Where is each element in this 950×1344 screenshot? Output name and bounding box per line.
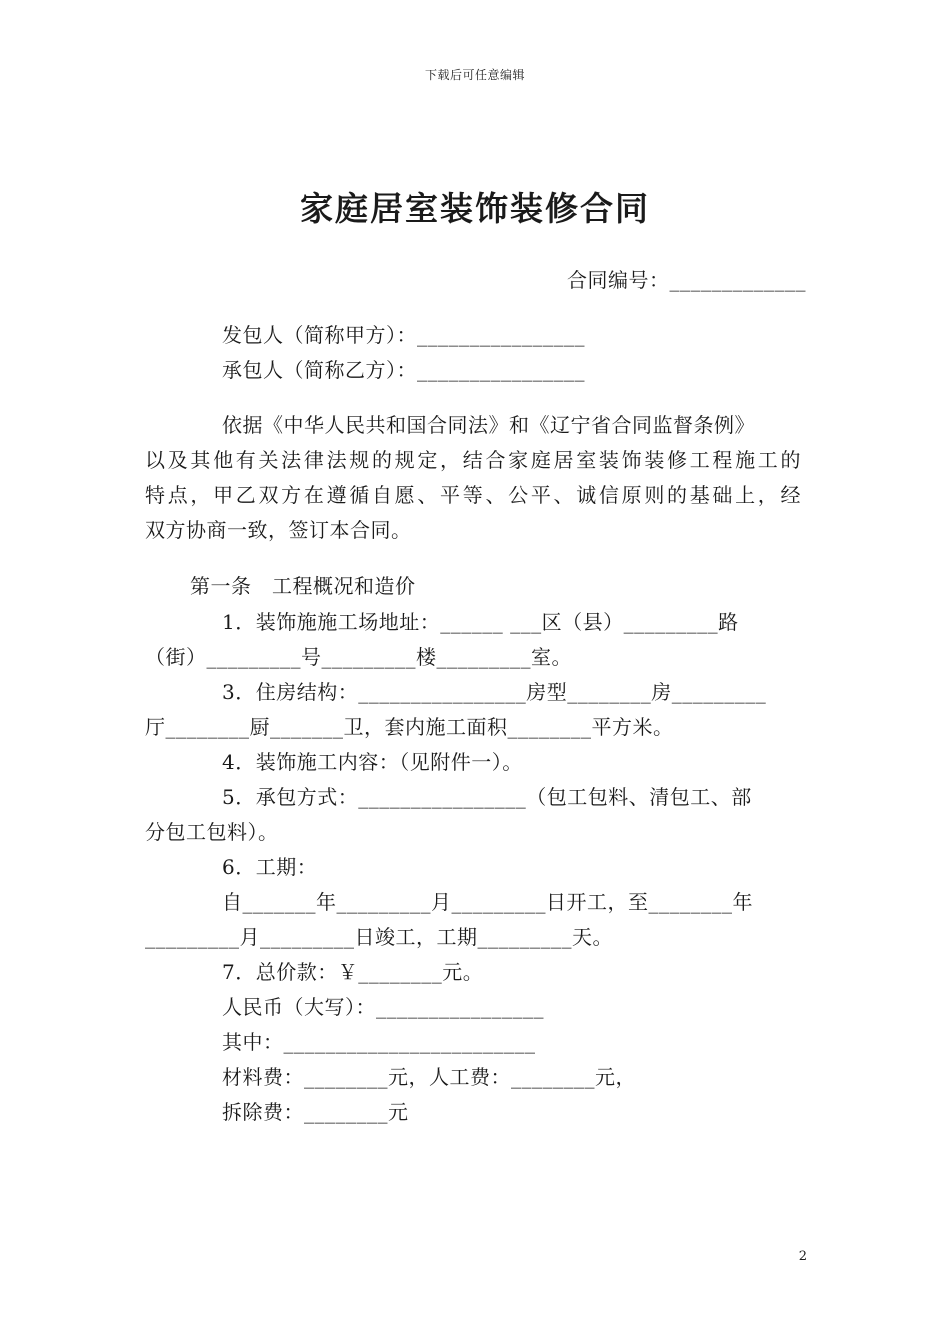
clause-5-line-2: 分包工包料）。 <box>145 820 279 844</box>
clause-4: 4．装饰施工内容：（见附件一）。 <box>222 750 523 774</box>
article-1-title: 第一条 工程概况和造价 <box>190 574 416 598</box>
clause-5-line-1: 5．承包方式：________________（包工包料、清包工、部 <box>222 785 752 809</box>
page-number: 2 <box>798 1249 807 1264</box>
party-a-line: 发包人（简称甲方）：________________ <box>222 323 585 347</box>
clause-1-line-2: （街）_________号_________楼_________室。 <box>145 645 572 669</box>
clause-6-line-2: _________月_________日竣工，工期_________天。 <box>145 925 613 949</box>
clause-7-demolition: 拆除费：________元 <box>222 1100 409 1124</box>
clause-7-rmb: 人民币（大写）：________________ <box>222 995 544 1019</box>
page-header: 下载后可任意编辑 <box>424 68 525 82</box>
party-b-line: 承包人（简称乙方）：________________ <box>222 358 585 382</box>
clause-7-material-labor: 材料费：________元，人工费：________元， <box>222 1065 636 1089</box>
preamble-line-4: 双方协商一致，签订本合同。 <box>145 518 412 542</box>
preamble-line-1: 依据《中华人民共和国合同法》和《辽宁省合同监督条例》 <box>222 413 755 437</box>
preamble-line-3: 特点，甲乙双方在遵循自愿、平等、公平、诚信原则的基础上，经 <box>145 483 801 507</box>
clause-3-line-1: 3．住房结构：________________房型________房_________ <box>222 680 767 704</box>
clause-3-line-2: 厅________厨_______卫，套内施工面积________平方米。 <box>145 715 674 739</box>
clause-6-line-1: 自_______年_________月_________日开工，至________年 <box>222 890 753 914</box>
clause-7-of-which: 其中：________________________ <box>222 1030 536 1054</box>
clause-1-line-1: 1．装饰施施工场地址：______ ___区（县）_________路 <box>222 610 739 634</box>
clause-6-title: 6．工期： <box>222 855 318 879</box>
preamble-line-2: 以及其他有关法律法规的规定，结合家庭居室装饰装修工程施工的 <box>145 448 801 472</box>
contract-number: 合同编号：_____________ <box>567 268 806 292</box>
contract-title: 家庭居室装饰装修合同 <box>300 189 650 228</box>
clause-7-total: 7．总价款：￥________元。 <box>222 960 484 984</box>
